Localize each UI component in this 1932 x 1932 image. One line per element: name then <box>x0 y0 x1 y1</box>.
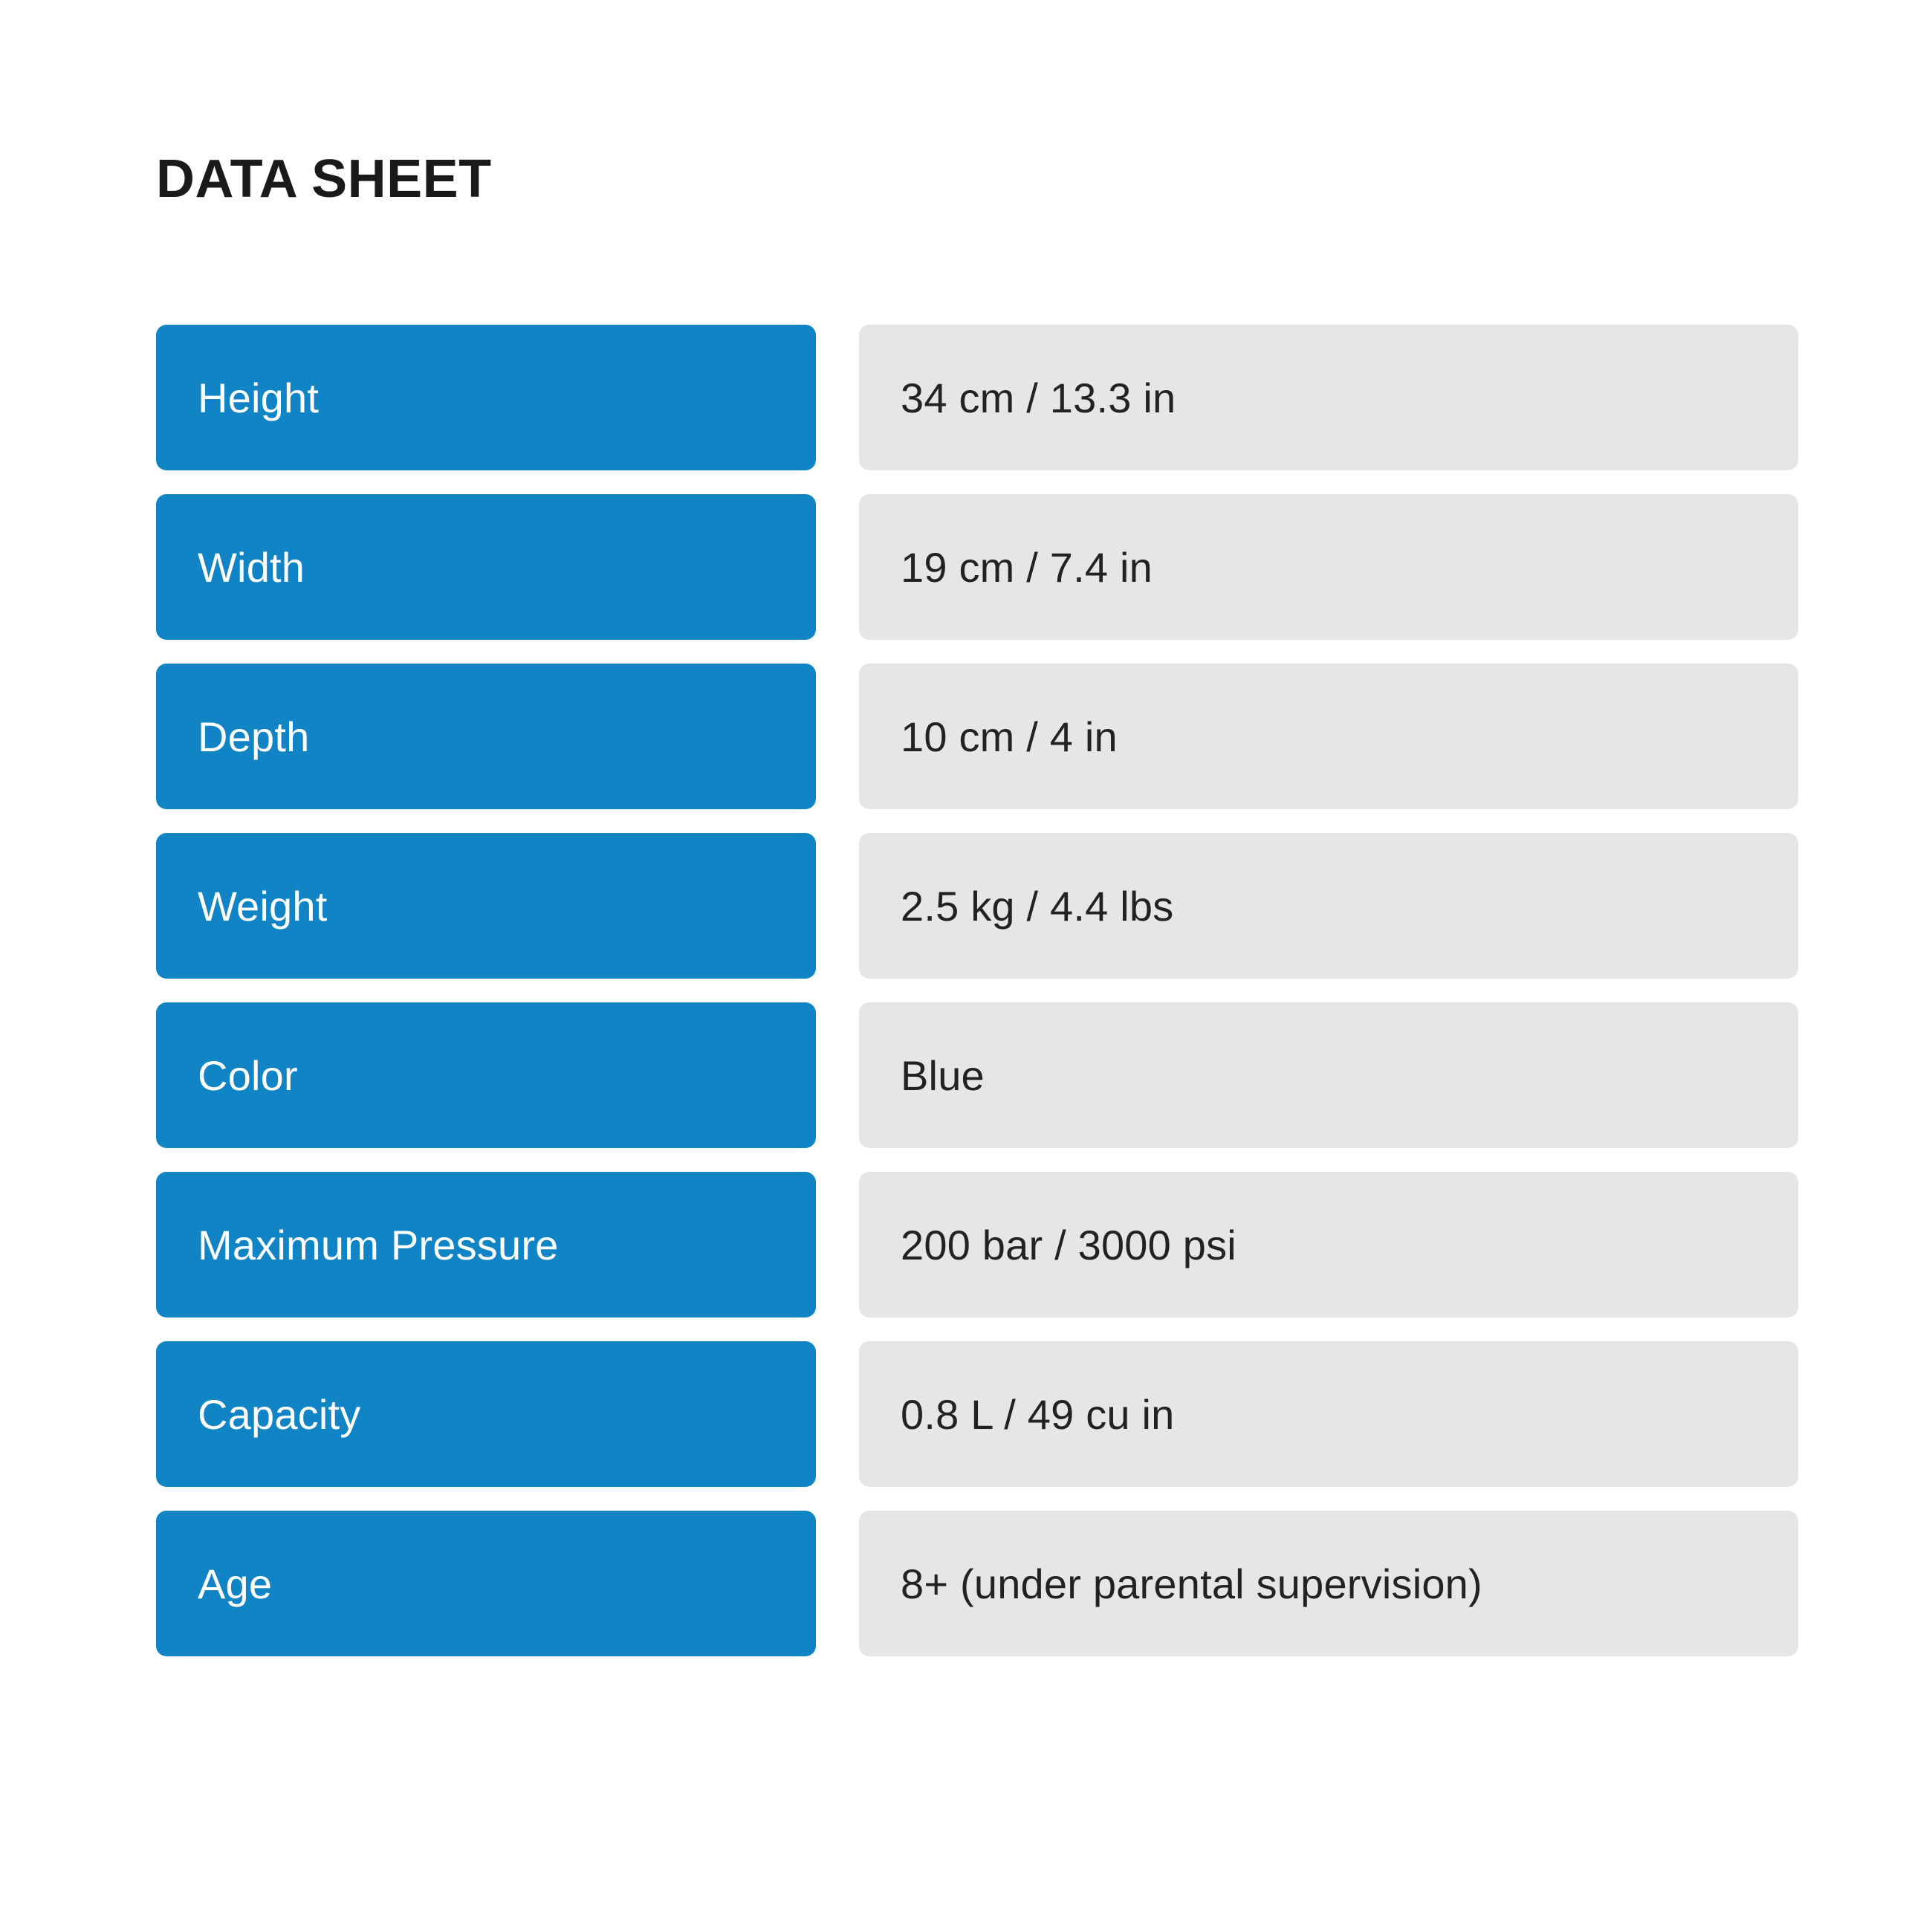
spec-label-cell: Maximum Pressure <box>156 1172 816 1317</box>
spec-value-cell: 8+ (under parental supervision) <box>859 1511 1798 1656</box>
spec-value-cell: 200 bar / 3000 psi <box>859 1172 1798 1317</box>
table-row <box>156 494 1798 640</box>
specification-table <box>156 325 1798 1656</box>
spec-label-cell: Width <box>156 494 816 640</box>
spec-value-cell: 10 cm / 4 in <box>859 664 1798 809</box>
spec-label-cell: Color <box>156 1002 816 1148</box>
table-row <box>156 664 1798 809</box>
spec-label-cell: Age <box>156 1511 816 1656</box>
spec-label-cell: Depth <box>156 664 816 809</box>
spec-value-cell: Blue <box>859 1002 1798 1148</box>
table-row <box>156 1511 1798 1656</box>
spec-value-cell: 19 cm / 7.4 in <box>859 494 1798 640</box>
spec-value-cell: 34 cm / 13.3 in <box>859 325 1798 470</box>
page-title: DATA SHEET <box>156 149 492 209</box>
spec-label-cell: Capacity <box>156 1341 816 1487</box>
table-row <box>156 1002 1798 1148</box>
table-row <box>156 1172 1798 1317</box>
table-row <box>156 1341 1798 1487</box>
table-row <box>156 325 1798 470</box>
spec-value-cell: 0.8 L / 49 cu in <box>859 1341 1798 1487</box>
table-row <box>156 833 1798 979</box>
spec-value-cell: 2.5 kg / 4.4 lbs <box>859 833 1798 979</box>
spec-label-cell: Weight <box>156 833 816 979</box>
spec-label-cell: Height <box>156 325 816 470</box>
